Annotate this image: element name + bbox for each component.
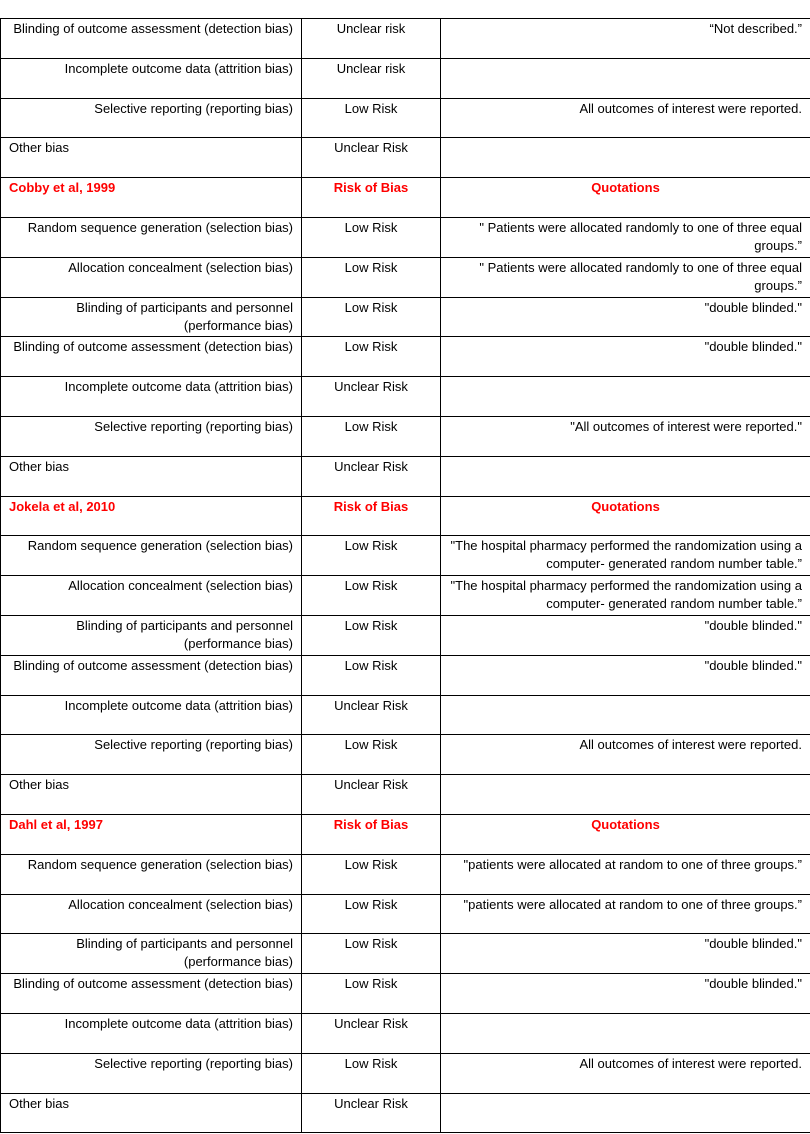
table-row: [1, 655, 810, 695]
risk-judgement-cell: Low Risk: [302, 1053, 441, 1093]
risk-judgement-cell: Low Risk: [302, 217, 441, 257]
bias-domain-cell: Blinding of outcome assessment (detection bias): [1, 655, 302, 695]
table-row: [1, 217, 810, 257]
risk-judgement-cell: Low Risk: [302, 576, 441, 616]
table-row: [1, 695, 810, 735]
bias-domain-cell: Blinding of outcome assessment (detection bias): [1, 974, 302, 1014]
bias-domain-cell: Other bias: [1, 1093, 302, 1133]
risk-of-bias-header: Risk of Bias: [302, 496, 441, 536]
quotation-cell: " Patients were allocated randomly to one of three equal groups.”: [441, 217, 810, 257]
quotation-cell: "double blinded.": [441, 297, 810, 337]
table-row: [1, 19, 810, 59]
risk-judgement-cell: Unclear Risk: [302, 775, 441, 815]
bias-domain-cell: Incomplete outcome data (attrition bias): [1, 58, 302, 98]
table-row: [1, 416, 810, 456]
bias-domain-cell: Other bias: [1, 775, 302, 815]
bias-domain-cell: Blinding of outcome assessment (detection bias): [1, 19, 302, 59]
risk-judgement-cell: Unclear risk: [302, 58, 441, 98]
table-row: [1, 138, 810, 178]
bias-domain-cell: Incomplete outcome data (attrition bias): [1, 1013, 302, 1053]
table-row: [1, 854, 810, 894]
table-row: [1, 615, 810, 655]
risk-judgement-cell: Low Risk: [302, 934, 441, 974]
bias-domain-cell: Blinding of outcome assessment (detection bias): [1, 337, 302, 377]
quotation-cell: " Patients were allocated randomly to one of three equal groups.”: [441, 257, 810, 297]
table-row: [1, 1053, 810, 1093]
study-name: Jokela et al, 2010: [1, 496, 302, 536]
table-row: [1, 576, 810, 616]
risk-judgement-cell: Low Risk: [302, 655, 441, 695]
risk-of-bias-table-body: [1, 19, 810, 1133]
table-row: [1, 257, 810, 297]
table-row: [1, 536, 810, 576]
bias-domain-cell: Blinding of participants and personnel (performance bias): [1, 297, 302, 337]
quotation-cell: "The hospital pharmacy performed the randomization using a computer- generated random number table.”: [441, 576, 810, 616]
quotations-header: Quotations: [441, 496, 810, 536]
quotations-header: Quotations: [441, 178, 810, 218]
table-row: [1, 974, 810, 1014]
risk-judgement-cell: Unclear Risk: [302, 377, 441, 417]
risk-judgement-cell: Low Risk: [302, 735, 441, 775]
quotation-cell: "double blinded.": [441, 615, 810, 655]
table-row: [1, 735, 810, 775]
study-header-row: [1, 814, 810, 854]
risk-judgement-cell: Unclear Risk: [302, 695, 441, 735]
quotation-cell: “Not described.”: [441, 19, 810, 59]
quotation-cell: All outcomes of interest were reported.: [441, 98, 810, 138]
quotation-cell: "The hospital pharmacy performed the randomization using a computer- generated random number table.”: [441, 536, 810, 576]
risk-judgement-cell: Unclear Risk: [302, 1013, 441, 1053]
bias-domain-cell: Random sequence generation (selection bias): [1, 854, 302, 894]
risk-of-bias-table: [0, 18, 810, 1133]
study-name: Cobby et al, 1999: [1, 178, 302, 218]
quotation-cell: [441, 377, 810, 417]
risk-judgement-cell: Unclear risk: [302, 19, 441, 59]
risk-judgement-cell: Low Risk: [302, 257, 441, 297]
quotation-cell: [441, 58, 810, 98]
table-row: [1, 456, 810, 496]
quotation-cell: All outcomes of interest were reported.: [441, 1053, 810, 1093]
risk-judgement-cell: Unclear Risk: [302, 1093, 441, 1133]
bias-domain-cell: Selective reporting (reporting bias): [1, 98, 302, 138]
bias-domain-cell: Random sequence generation (selection bias): [1, 536, 302, 576]
table-row: [1, 775, 810, 815]
risk-of-bias-header: Risk of Bias: [302, 178, 441, 218]
quotation-cell: [441, 138, 810, 178]
risk-judgement-cell: Low Risk: [302, 854, 441, 894]
study-header-row: [1, 496, 810, 536]
table-row: [1, 934, 810, 974]
risk-judgement-cell: Low Risk: [302, 894, 441, 934]
quotation-cell: [441, 775, 810, 815]
table-row: [1, 98, 810, 138]
quotations-header: Quotations: [441, 814, 810, 854]
quotation-cell: "patients were allocated at random to one of three groups.”: [441, 894, 810, 934]
table-row: [1, 894, 810, 934]
risk-of-bias-header: Risk of Bias: [302, 814, 441, 854]
table-row: [1, 58, 810, 98]
table-row: [1, 1093, 810, 1133]
risk-judgement-cell: Low Risk: [302, 974, 441, 1014]
bias-domain-cell: Selective reporting (reporting bias): [1, 416, 302, 456]
quotation-cell: [441, 1093, 810, 1133]
bias-domain-cell: Allocation concealment (selection bias): [1, 576, 302, 616]
quotation-cell: "double blinded.": [441, 655, 810, 695]
risk-judgement-cell: Low Risk: [302, 536, 441, 576]
bias-domain-cell: Allocation concealment (selection bias): [1, 257, 302, 297]
bias-domain-cell: Selective reporting (reporting bias): [1, 735, 302, 775]
study-name: Dahl et al, 1997: [1, 814, 302, 854]
quotation-cell: "double blinded.": [441, 934, 810, 974]
study-header-row: [1, 178, 810, 218]
quotation-cell: "All outcomes of interest were reported.": [441, 416, 810, 456]
risk-judgement-cell: Low Risk: [302, 337, 441, 377]
bias-domain-cell: Other bias: [1, 138, 302, 178]
quotation-cell: "patients were allocated at random to one of three groups.”: [441, 854, 810, 894]
risk-judgement-cell: Unclear Risk: [302, 456, 441, 496]
quotation-cell: [441, 695, 810, 735]
risk-judgement-cell: Low Risk: [302, 98, 441, 138]
risk-judgement-cell: Low Risk: [302, 416, 441, 456]
bias-domain-cell: Allocation concealment (selection bias): [1, 894, 302, 934]
table-row: [1, 297, 810, 337]
bias-domain-cell: Random sequence generation (selection bias): [1, 217, 302, 257]
bias-domain-cell: Selective reporting (reporting bias): [1, 1053, 302, 1093]
quotation-cell: [441, 1013, 810, 1053]
bias-domain-cell: Other bias: [1, 456, 302, 496]
table-row: [1, 377, 810, 417]
quotation-cell: "double blinded.": [441, 337, 810, 377]
quotation-cell: [441, 456, 810, 496]
bias-domain-cell: Blinding of participants and personnel (performance bias): [1, 934, 302, 974]
risk-judgement-cell: Unclear Risk: [302, 138, 441, 178]
bias-domain-cell: Blinding of participants and personnel (performance bias): [1, 615, 302, 655]
bias-domain-cell: Incomplete outcome data (attrition bias): [1, 377, 302, 417]
bias-domain-cell: Incomplete outcome data (attrition bias): [1, 695, 302, 735]
table-row: [1, 337, 810, 377]
quotation-cell: "double blinded.": [441, 974, 810, 1014]
table-row: [1, 1013, 810, 1053]
risk-judgement-cell: Low Risk: [302, 297, 441, 337]
quotation-cell: All outcomes of interest were reported.: [441, 735, 810, 775]
risk-judgement-cell: Low Risk: [302, 615, 441, 655]
